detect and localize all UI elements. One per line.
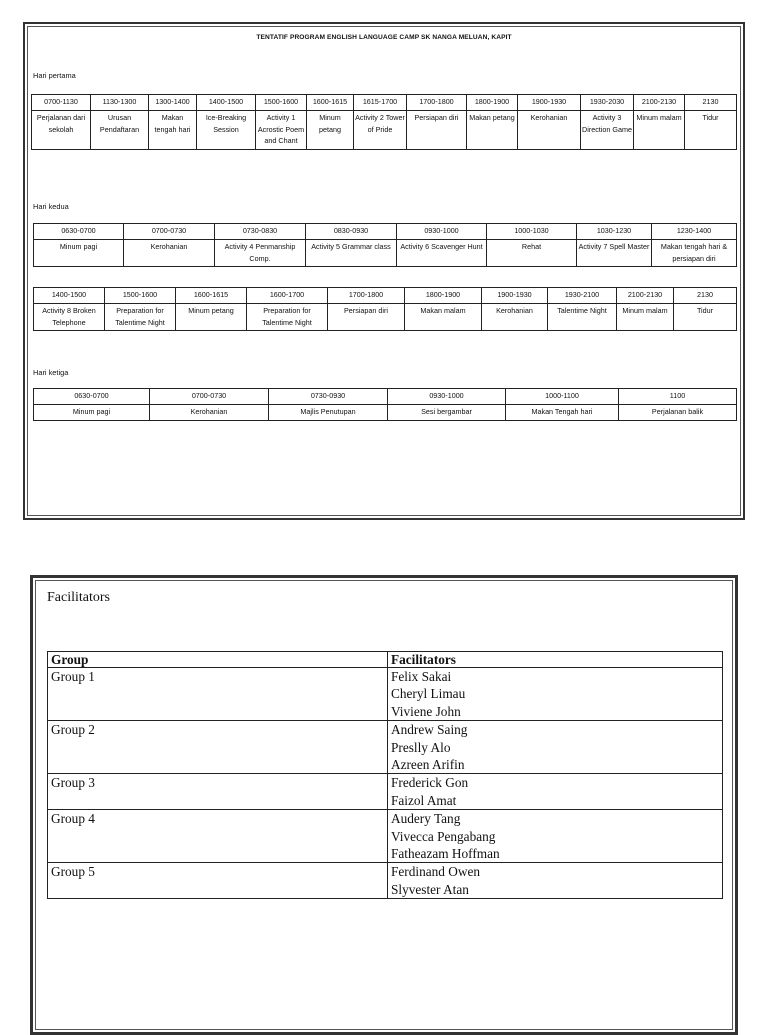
day1-activity-cell: Makan tengah hari [149,111,197,150]
facilitator-list [388,810,723,863]
day2-part2-time-cell: 1600-1700 [247,288,328,304]
day2-part2-activity-cell: Kerohanian [482,304,548,331]
day1-label: Hari pertama [33,71,76,80]
facilitators-table [47,651,723,899]
day3-time-cell: 1100 [619,389,737,405]
day2-part2-time-cell: 1400-1500 [34,288,105,304]
day1-time-cell: 0700-1130 [32,95,91,111]
day2-part1-activity-cell: Activity 6 Scavenger Hunt [397,240,487,267]
day1-time-cell: 1615-1700 [354,95,407,111]
day2-table-morning [33,223,737,267]
facilitator-name: Fatheazam Hoffman [391,846,500,862]
day2-part1-activity-cell: Activity 5 Grammar class [306,240,397,267]
day2-part1-time-cell: 1000-1030 [487,224,577,240]
day2-part2-activity-cell: Preparation for Talentime Night [105,304,176,331]
table-row [48,863,723,899]
facilitator-name: Slyvester Atan [391,881,469,897]
day1-time-cell: 1500-1600 [256,95,307,111]
day1-time-cell: 1300-1400 [149,95,197,111]
day1-activity-cell: Activity 3 Direction Game [581,111,634,150]
day3-label: Hari ketiga [33,368,69,377]
day2-part2-activity-cell: Preparation for Talentime Night [247,304,328,331]
facilitator-name: Viviene John [391,703,461,719]
day2-part2-time-cell: 1800-1900 [405,288,482,304]
facilitator-name: Felix Sakai [391,669,452,684]
group-name: Group 3 [48,774,388,810]
day1-activity-cell: Activity 2 Tower of Pride [354,111,407,150]
day2-part2-activity-cell: Activity 8 Broken Telephone [34,304,105,331]
day2-part2-time-cell: 1500-1600 [105,288,176,304]
day3-activity-cell: Kerohanian [150,405,269,421]
day1-time-cell: 1600-1615 [307,95,354,111]
day1-time-cell: 1700-1800 [407,95,467,111]
group-name: Group 1 [48,668,388,721]
day2-part2-activity-cell: Tidur [674,304,737,331]
facilitator-name: Faizol Amat [391,792,457,808]
day3-time-cell: 0700-0730 [150,389,269,405]
day3-table [33,388,737,421]
day2-part1-time-cell: 1230-1400 [652,224,737,240]
day1-activity-cell: Minum malam [634,111,685,150]
day1-time-cell: 2130 [685,95,737,111]
day1-time-cell: 1900-1930 [518,95,581,111]
day2-part2-activity-cell: Minum malam [617,304,674,331]
day2-part2-time-cell: 1700-1800 [328,288,405,304]
facilitator-name: Andrew Saing [391,722,468,738]
table-row [48,668,723,721]
day2-label: Hari kedua [33,202,69,211]
day2-part2-activity-cell: Talentime Night [548,304,617,331]
facilitators-heading: Facilitators [47,590,110,605]
table-row [48,721,723,774]
facilitator-name: Ferdinand Owen [391,864,480,880]
facilitator-name: Frederick Gon [391,775,469,791]
day2-table-afternoon [33,287,737,331]
column-header-facilitators: Facilitators [388,652,723,668]
day2-part1-activity-cell: Rehat [487,240,577,267]
day1-table [31,94,737,150]
facilitator-list [388,668,723,721]
facilitator-name: Azreen Arifin [391,757,465,773]
day2-part1-activity-cell: Activity 4 Penmanship Comp. [215,240,306,267]
day2-part2-time-cell: 1900-1930 [482,288,548,304]
day2-part1-time-cell: 0700-0730 [124,224,215,240]
day2-part1-time-cell: 0730-0830 [215,224,306,240]
day2-part2-time-cell: 2130 [674,288,737,304]
day3-time-cell: 0630-0700 [34,389,150,405]
day1-activity-cell: Makan petang [467,111,518,150]
day3-activity-cell: Perjalanan balik [619,405,737,421]
day3-activity-cell: Makan Tengah hari [506,405,619,421]
day1-time-cell: 1130-1300 [91,95,149,111]
day3-activity-cell: Majlis Penutupan [269,405,388,421]
day2-part2-activity-cell: Persiapan diri [328,304,405,331]
day2-part2-time-cell: 2100-2130 [617,288,674,304]
day3-activity-cell: Sesi bergambar [388,405,506,421]
day1-activity-cell: Ice-Breaking Session [197,111,256,150]
day1-activity-cell: Tidur [685,111,737,150]
facilitator-name: Preslly Alo [391,739,451,755]
facilitator-list [388,863,723,899]
day3-activity-cell: Minum pagi [34,405,150,421]
day1-activity-cell: Persiapan diri [407,111,467,150]
day2-part2-time-cell: 1930-2100 [548,288,617,304]
group-name: Group 5 [48,863,388,899]
facilitator-name: Cheryl Limau [391,686,466,702]
table-row [48,774,723,810]
day1-activity-cell: Activity 1 Acrostic Poem and Chant [256,111,307,150]
day2-part1-time-cell: 1030-1230 [577,224,652,240]
facilitator-name: Audery Tang [391,811,461,827]
facilitator-list [388,774,723,810]
day1-activity-cell: Minum petang [307,111,354,150]
day2-part1-activity-cell: Minum pagi [34,240,124,267]
day2-part1-time-cell: 0830-0930 [306,224,397,240]
day1-activity-cell: Perjalanan dari sekolah [32,111,91,150]
day2-part1-activity-cell: Kerohanian [124,240,215,267]
day2-part1-time-cell: 0630-0700 [34,224,124,240]
column-header-group: Group [48,652,388,668]
day2-part1-activity-cell: Activity 7 Spell Master [577,240,652,267]
day3-time-cell: 0730-0930 [269,389,388,405]
day1-activity-cell: Kerohanian [518,111,581,150]
day2-part2-activity-cell: Makan malam [405,304,482,331]
group-name: Group 4 [48,810,388,863]
table-row [48,810,723,863]
day1-time-cell: 2100-2130 [634,95,685,111]
day3-time-cell: 1000-1100 [506,389,619,405]
schedule-title: TENTATIF PROGRAM ENGLISH LANGUAGE CAMP SK NANGA MELUAN, KAPIT [256,34,512,41]
day2-part2-time-cell: 1600-1615 [176,288,247,304]
day2-part2-activity-cell: Minum petang [176,304,247,331]
day1-time-cell: 1800-1900 [467,95,518,111]
group-name: Group 2 [48,721,388,774]
day1-time-cell: 1400-1500 [197,95,256,111]
day2-part1-time-cell: 0930-1000 [397,224,487,240]
facilitator-list [388,721,723,774]
day3-time-cell: 0930-1000 [388,389,506,405]
facilitator-name: Vivecca Pengabang [391,828,496,844]
day2-part1-activity-cell: Makan tengah hari & persiapan diri [652,240,737,267]
day1-time-cell: 1930-2030 [581,95,634,111]
day1-activity-cell: Urusan Pendaftaran [91,111,149,150]
